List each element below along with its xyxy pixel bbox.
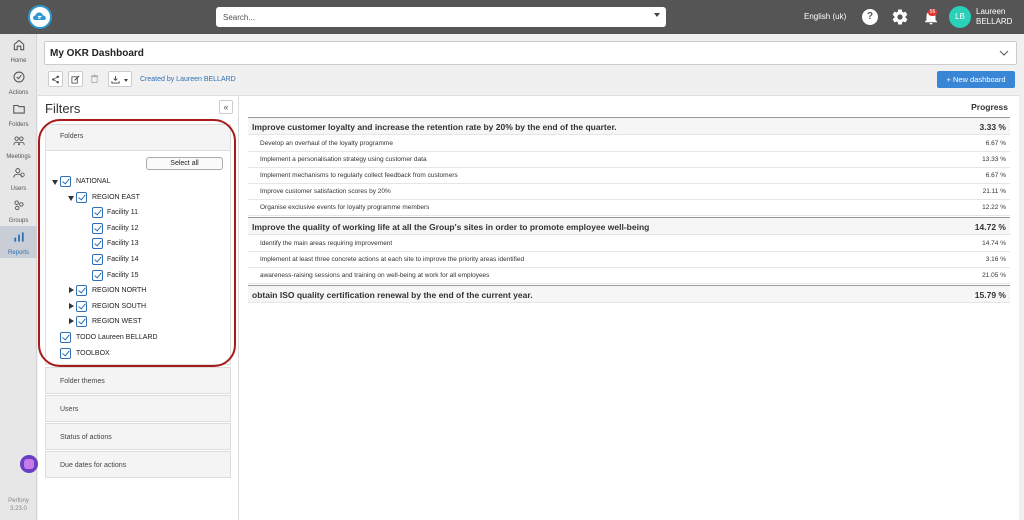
groups-icon bbox=[12, 198, 26, 212]
nav-home[interactable] bbox=[0, 34, 37, 66]
goal-progress: 15.79 % bbox=[974, 290, 1006, 300]
key-result-title: Improve customer satisfaction scores by 20% bbox=[260, 188, 391, 195]
nav-groups[interactable] bbox=[0, 194, 37, 226]
tree-item[interactable] bbox=[83, 206, 253, 219]
tree-item[interactable] bbox=[83, 237, 253, 250]
tree-item-label: NATIONAL bbox=[76, 178, 111, 185]
notification-badge: 56 bbox=[929, 9, 936, 15]
filter-section-users[interactable]: Users bbox=[45, 395, 231, 422]
key-result-progress: 13.33 % bbox=[982, 156, 1006, 163]
key-result-title: Identify the main areas requiring improvement bbox=[260, 240, 393, 247]
key-result-progress: 3.16 % bbox=[985, 256, 1006, 263]
check-circle-icon bbox=[12, 70, 26, 84]
tree-item-label: REGION EAST bbox=[92, 194, 140, 201]
chevron-down-icon bbox=[654, 13, 660, 17]
dashboard-title: My OKR Dashboard bbox=[50, 48, 144, 59]
nav-label: Actions bbox=[8, 90, 29, 96]
app-logo-icon[interactable] bbox=[28, 5, 52, 29]
nav-folders[interactable] bbox=[0, 98, 37, 130]
key-result-progress: 14.74 % bbox=[982, 240, 1006, 247]
key-result-row[interactable] bbox=[248, 200, 1010, 216]
tree-item-label: Facility 14 bbox=[107, 256, 139, 263]
goal-row[interactable] bbox=[248, 285, 1010, 303]
key-result-progress: 21.05 % bbox=[982, 272, 1006, 279]
tree-item-label: REGION SOUTH bbox=[92, 303, 147, 310]
progress-column-header: Progress bbox=[971, 102, 1008, 112]
nav-label: Groups bbox=[8, 218, 29, 224]
tree-checkbox[interactable] bbox=[92, 254, 103, 265]
filter-section-due-dates[interactable]: Due dates for actions bbox=[45, 451, 231, 478]
tree-checkbox[interactable] bbox=[60, 348, 71, 359]
tree-item-label: Facility 15 bbox=[107, 272, 139, 279]
key-result-title: awareness-raising sessions and training on well-being at work for all employees bbox=[260, 272, 490, 279]
share-button[interactable] bbox=[48, 71, 63, 87]
folders-header[interactable]: Folders bbox=[46, 125, 230, 151]
tree-item[interactable] bbox=[52, 347, 222, 360]
tree-checkbox[interactable] bbox=[76, 192, 87, 203]
app-name: Perfony bbox=[8, 498, 29, 504]
tree-item[interactable] bbox=[83, 253, 253, 266]
edit-button[interactable] bbox=[68, 71, 83, 87]
chevron-down-icon bbox=[998, 47, 1010, 59]
tree-checkbox[interactable] bbox=[92, 238, 103, 249]
search-placeholder: Search... bbox=[223, 13, 256, 22]
users-icon bbox=[12, 166, 26, 180]
app-version bbox=[0, 497, 37, 513]
filter-section-status[interactable]: Status of actions bbox=[45, 423, 231, 450]
tree-checkbox[interactable] bbox=[92, 270, 103, 281]
goal-progress: 3.33 % bbox=[979, 122, 1006, 132]
collapse-filters-icon[interactable]: « bbox=[219, 100, 233, 114]
version-number: 3.23.0 bbox=[10, 506, 27, 512]
trash-icon bbox=[90, 74, 99, 83]
nav-label: Users bbox=[10, 186, 27, 192]
nav-meetings[interactable] bbox=[0, 130, 37, 162]
expand-down-icon[interactable] bbox=[52, 180, 58, 185]
meetings-icon bbox=[12, 134, 26, 148]
tree-item[interactable] bbox=[83, 269, 253, 282]
key-result-row[interactable] bbox=[248, 252, 1010, 268]
tree-item-label: REGION NORTH bbox=[92, 287, 147, 294]
tree-item[interactable] bbox=[68, 284, 238, 297]
download-icon bbox=[111, 75, 120, 84]
user-name[interactable] bbox=[976, 7, 1012, 27]
tree-checkbox[interactable] bbox=[76, 316, 87, 327]
key-result-title: Implement a personalisation strategy using customer data bbox=[260, 156, 427, 163]
user-first-name: Laureen bbox=[976, 7, 1006, 16]
tree-item-label: Facility 13 bbox=[107, 240, 139, 247]
key-result-progress: 21.11 % bbox=[982, 188, 1006, 195]
key-result-progress: 6.67 % bbox=[985, 140, 1006, 147]
tree-item[interactable] bbox=[52, 175, 222, 188]
key-result-title: Develop an overhaul of the loyalty programme bbox=[260, 140, 393, 147]
tree-item[interactable] bbox=[68, 191, 238, 204]
key-result-row[interactable] bbox=[248, 136, 1010, 152]
key-result-row[interactable] bbox=[248, 168, 1010, 184]
tree-item-label: Facility 12 bbox=[107, 225, 139, 232]
assistant-icon[interactable] bbox=[20, 455, 38, 473]
tree-checkbox[interactable] bbox=[60, 332, 71, 343]
download-button[interactable] bbox=[108, 71, 132, 87]
key-result-row[interactable] bbox=[248, 152, 1010, 168]
gear-icon[interactable] bbox=[891, 8, 909, 26]
expand-down-icon[interactable] bbox=[68, 196, 74, 201]
created-by-link[interactable]: Created by Laureen BELLARD bbox=[140, 76, 236, 83]
folder-icon bbox=[12, 102, 26, 116]
key-result-row[interactable] bbox=[248, 236, 1010, 252]
goal-row[interactable] bbox=[248, 217, 1010, 235]
help-icon[interactable]: ? bbox=[862, 9, 878, 25]
expand-right-icon[interactable] bbox=[69, 287, 74, 293]
delete-button[interactable] bbox=[88, 71, 103, 87]
key-result-title: Implement at least three concrete actions at each site to improve the priority areas identified bbox=[260, 256, 525, 263]
home-icon bbox=[12, 38, 26, 52]
nav-label: Home bbox=[10, 58, 27, 64]
tree-item-label: Facility 11 bbox=[107, 209, 138, 216]
expand-right-icon[interactable] bbox=[69, 318, 74, 324]
key-result-progress: 12.22 % bbox=[982, 204, 1006, 211]
key-result-progress: 6.67 % bbox=[985, 172, 1006, 179]
goal-progress: 14.72 % bbox=[974, 222, 1006, 232]
tree-checkbox[interactable] bbox=[92, 207, 103, 218]
key-result-title: Implement mechanisms to regularly collect feedback from customers bbox=[260, 172, 458, 179]
tree-checkbox[interactable] bbox=[76, 301, 87, 312]
filters-title: Filters bbox=[45, 101, 81, 116]
tree-item-label: TODO Laureen BELLARD bbox=[76, 334, 158, 341]
nav-reports[interactable] bbox=[0, 226, 37, 258]
left-navigation bbox=[0, 34, 37, 520]
key-result-row[interactable] bbox=[248, 184, 1010, 200]
select-all-button[interactable]: Select all bbox=[146, 157, 223, 170]
tree-checkbox[interactable] bbox=[92, 223, 103, 234]
language-selector[interactable]: English (uk) bbox=[804, 12, 847, 21]
nav-label: Reports bbox=[7, 250, 29, 256]
expand-right-icon[interactable] bbox=[69, 303, 74, 309]
edit-icon bbox=[71, 75, 80, 84]
tree-item[interactable] bbox=[68, 315, 238, 328]
goal-title: Improve customer loyalty and increase the retention rate by 20% by the end of the quarter. bbox=[252, 122, 617, 132]
tree-item[interactable] bbox=[68, 300, 238, 313]
dashboard-selector[interactable] bbox=[44, 41, 1017, 65]
tree-checkbox[interactable] bbox=[76, 285, 87, 296]
tree-item-label: REGION WEST bbox=[92, 318, 142, 325]
nav-users[interactable] bbox=[0, 162, 37, 194]
tree-item-label: TOOLBOX bbox=[76, 350, 110, 357]
search-input[interactable] bbox=[216, 7, 666, 27]
avatar[interactable]: LB bbox=[949, 6, 971, 28]
tree-item[interactable] bbox=[83, 222, 253, 235]
filter-section-folder-themes[interactable]: Folder themes bbox=[45, 367, 231, 394]
key-result-title: Organise exclusive events for loyalty programme members bbox=[260, 204, 430, 211]
tree-item[interactable] bbox=[52, 331, 222, 344]
nav-label: Folders bbox=[8, 122, 29, 128]
share-icon bbox=[51, 75, 60, 84]
reports-icon bbox=[12, 230, 26, 244]
chevron-down-icon bbox=[124, 79, 128, 82]
key-result-row[interactable] bbox=[248, 268, 1010, 284]
user-last-name: BELLARD bbox=[976, 17, 1013, 26]
goal-row[interactable] bbox=[248, 117, 1010, 135]
nav-label: Meetings bbox=[6, 154, 31, 160]
divider bbox=[238, 96, 239, 520]
goal-title: obtain ISO quality certification renewal by the end of the current year. bbox=[252, 290, 533, 300]
new-dashboard-button[interactable]: + New dashboard bbox=[937, 71, 1015, 88]
tree-checkbox[interactable] bbox=[60, 176, 71, 187]
nav-actions[interactable] bbox=[0, 66, 37, 98]
goal-title: Improve the quality of working life at all the Group's sites in order to promote employee well-being bbox=[252, 222, 650, 232]
